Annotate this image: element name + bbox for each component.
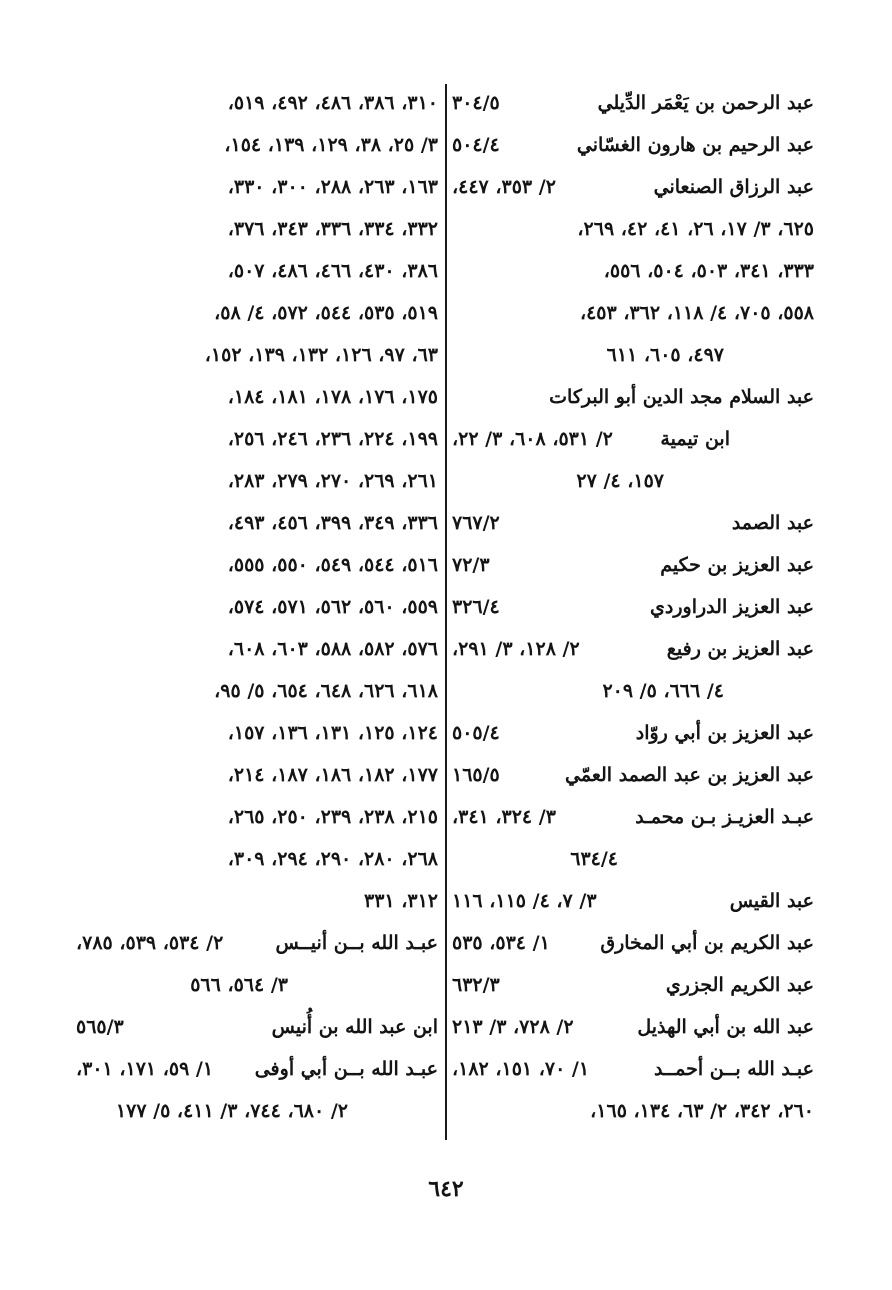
index-entry-continuation	[76, 124, 438, 166]
index-entry	[452, 544, 814, 586]
index-entry-continuation	[76, 586, 438, 628]
index-entry-continuation	[76, 754, 438, 796]
entry-name: عبد العزيز بن أبي روّاد	[635, 722, 814, 744]
index-entry-continuation	[76, 712, 438, 754]
index-entry-continuation	[76, 838, 438, 880]
index-entry-continuation	[452, 292, 814, 334]
entry-refs: ٣٨٦، ٤٣٠، ٤٦٦، ٤٨٦، ٥٠٧،	[227, 260, 438, 282]
entry-name: عبد الله بن أبي الهذيل	[637, 1016, 814, 1038]
index-entry-continuation	[76, 208, 438, 250]
entry-refs: ٣٠٤/٥	[452, 92, 500, 114]
entry-name: عبد الرزاق الصنعاني	[653, 176, 814, 198]
index-entry	[452, 754, 814, 796]
entry-refs: ٣١٢، ٣٣١	[364, 890, 438, 912]
entry-name: عبد العزيز بن حكيم	[660, 554, 814, 576]
index-entry-continuation	[76, 502, 438, 544]
entry-refs: ٢٦٠، ٣٤٢، ٢/ ٦٣، ١٣٤، ١٦٥،	[590, 1100, 814, 1122]
entry-refs: ٣١٠، ٣٨٦، ٤٨٦، ٤٩٢، ٥١٩،	[227, 92, 438, 114]
entry-name: ابن تيمية	[660, 428, 730, 450]
entry-refs: ٢/ ٦٨٠، ٧٤٤، ٣/ ٤١١، ٥/ ١٧٧	[115, 1100, 348, 1122]
index-entry-continuation	[76, 796, 438, 838]
entry-refs: ١٥٧، ٤/ ٢٧	[576, 470, 664, 492]
entry-name: عبـد العزيـز بـن محمـد	[635, 806, 814, 828]
index-entry-continuation	[76, 250, 438, 292]
entry-refs: ١٢٤، ١٢٥، ١٣١، ١٣٦، ١٥٧،	[227, 722, 438, 744]
entry-refs: ٢١٥، ٢٣٨، ٢٣٩، ٢٥٠، ٢٦٥،	[227, 806, 438, 828]
entry-refs: ٥٦٥/٣	[76, 1016, 124, 1038]
entry-refs: ٥٧٦، ٥٨٢، ٥٨٨، ٦٠٣، ٦٠٨،	[227, 638, 438, 660]
index-entry-continuation	[452, 670, 814, 712]
index-entry	[452, 166, 814, 208]
index-entry-continuation	[452, 334, 814, 376]
entry-refs: ٥٥٩، ٥٦٠، ٥٦٢، ٥٧١، ٥٧٤،	[227, 596, 438, 618]
entry-refs: ١/ ٧٠، ١٥١، ١٨٢،	[452, 1058, 590, 1080]
index-entry	[76, 1048, 438, 1090]
entry-name: ابن عبد الله بن أُنيس	[271, 1016, 438, 1038]
entry-refs: ١٦٣، ٢٦٣، ٢٨٨، ٣٠٠، ٣٣٠،	[227, 176, 438, 198]
index-entry	[452, 712, 814, 754]
index-entry	[452, 922, 814, 964]
entry-refs: ١٧٧، ١٨٢، ١٨٦، ١٨٧، ٢١٤،	[227, 764, 438, 786]
entry-refs: ١٧٥، ١٧٦، ١٧٨، ١٨١، ١٨٤،	[227, 386, 438, 408]
index-entry-continuation	[76, 670, 438, 712]
index-entry-continuation	[452, 838, 814, 880]
entry-refs: ١٩٩، ٢٢٤، ٢٣٦، ٢٤٦، ٢٥٦،	[227, 428, 438, 450]
entry-refs: ٥٠٥/٤	[452, 722, 500, 744]
entry-refs: ٦٣، ٩٧، ١٢٦، ١٣٢، ١٣٩، ١٥٢،	[204, 344, 438, 366]
index-entry-continuation	[76, 334, 438, 376]
entry-refs: ٦١٨، ٦٢٦، ٦٤٨، ٦٥٤، ٥/ ٩٥،	[214, 680, 438, 702]
index-entry	[452, 1006, 814, 1048]
index-entry	[452, 880, 814, 922]
entry-refs: ٧٢/٣	[452, 554, 490, 576]
page-number: ٦٤٢	[428, 1176, 464, 1202]
index-entry-continuation	[452, 208, 814, 250]
right-column	[452, 82, 814, 1132]
entry-refs: ٥٥٨، ٧٠٥، ٤/ ١١٨، ٣٦٢، ٤٥٣،	[579, 302, 814, 324]
index-entry	[452, 796, 814, 838]
left-column	[76, 82, 438, 1132]
entry-refs: ٦٢٥، ٣/ ١٧، ٢٦، ٤١، ٤٢، ٢٦٩،	[577, 218, 814, 240]
entry-refs: ٣٣٣، ٣٤١، ٥٠٣، ٥٠٤، ٥٥٦،	[603, 260, 814, 282]
index-entry	[452, 586, 814, 628]
index-entry	[76, 1006, 438, 1048]
entry-refs: ٢/ ٥٣١، ٦٠٨، ٣/ ٢٢،	[452, 428, 613, 450]
index-entry	[452, 628, 814, 670]
index-entry-continuation	[76, 1090, 438, 1132]
column-divider	[445, 84, 447, 1140]
index-entry-continuation	[76, 166, 438, 208]
index-entry	[452, 376, 814, 418]
entry-name: عبد العزيز الدراوردي	[650, 596, 814, 618]
entry-refs: ٢/ ١٢٨، ٣/ ٢٩١،	[452, 638, 580, 660]
entry-refs: ٢٦١، ٢٦٩، ٢٧٠، ٢٧٩، ٢٨٣،	[227, 470, 438, 492]
entry-name: عبد الكريم الجزري	[665, 974, 814, 996]
index-entry-continuation	[76, 376, 438, 418]
entry-name: عبد الرحمن بن يَعْمَر الدِّيلي	[597, 92, 814, 114]
index-entry-continuation	[76, 628, 438, 670]
entry-refs: ٦٣٢/٣	[452, 974, 500, 996]
index-entry-continuation	[452, 460, 814, 502]
entry-refs: ٢/ ٣٥٣، ٤٤٧،	[452, 176, 556, 198]
entry-refs: ٦٣٤/٤	[570, 848, 618, 870]
entry-name: عبـد الله بــن أبي أوفى	[254, 1058, 438, 1080]
entry-refs: ٥١٩، ٥٣٥، ٥٤٤، ٥٧٢، ٤/ ٥٨،	[214, 302, 438, 324]
entry-refs: ١/ ٥٩، ١٧١، ٣٠١،	[76, 1058, 214, 1080]
index-entry	[76, 922, 438, 964]
index-entry-continuation	[76, 544, 438, 586]
entry-name: عبد السلام مجد الدين أبو البركات	[549, 386, 814, 408]
entry-refs: ١/ ٥٣٤، ٥٣٥	[452, 932, 550, 954]
entry-name: عبد القيس	[729, 890, 814, 912]
entry-name: عبـد الله بــن أحمــد	[654, 1058, 814, 1080]
index-entry	[452, 502, 814, 544]
index-entry-continuation	[76, 460, 438, 502]
index-entry-continuation	[452, 250, 814, 292]
entry-refs: ٣٣٦، ٣٤٩، ٣٩٩، ٤٥٦، ٤٩٣،	[227, 512, 438, 534]
entry-refs: ٣٢٦/٤	[452, 596, 500, 618]
entry-refs: ٧٦٧/٢	[452, 512, 500, 534]
entry-name: عبـد الله بــن أنيــس	[275, 932, 438, 954]
entry-refs: ٣/ ٥٦٤، ٥٦٦	[190, 974, 288, 996]
index-entry-continuation	[76, 880, 438, 922]
index-entry	[452, 418, 814, 460]
entry-refs: ٣/ ٣٢٤، ٣٤١،	[452, 806, 556, 828]
entry-refs: ٢/ ٥٣٤، ٥٣٩، ٧٨٥،	[76, 932, 224, 954]
entry-refs: ٣/ ٧، ٤/ ١١٥، ١١٦	[452, 890, 597, 912]
entry-refs: ٢٦٨، ٢٨٠، ٢٩٠، ٢٩٤، ٣٠٩،	[227, 848, 438, 870]
entry-refs: ٢/ ٧٢٨، ٣/ ٢١٣	[452, 1016, 574, 1038]
entry-refs: ٣/ ٢٥، ٣٨، ١٢٩، ١٣٩، ١٥٤،	[224, 134, 438, 156]
entry-refs: ٥٠٤/٤	[452, 134, 500, 156]
index-entry-continuation	[76, 418, 438, 460]
entry-refs: ٥١٦، ٥٤٤، ٥٤٩، ٥٥٠، ٥٥٥،	[227, 554, 438, 576]
index-entry	[452, 82, 814, 124]
entry-refs: ٣٣٢، ٣٣٤، ٣٣٦، ٣٤٣، ٣٧٦،	[227, 218, 438, 240]
index-entry-continuation	[452, 1090, 814, 1132]
index-entry	[452, 1048, 814, 1090]
entry-name: عبد العزيز بن عبد الصمد العمّي	[565, 764, 814, 786]
index-entry	[452, 964, 814, 1006]
index-entry-continuation	[76, 964, 438, 1006]
entry-name: عبد الصمد	[731, 512, 814, 534]
index-entry-continuation	[76, 82, 438, 124]
entry-refs: ٤٩٧، ٦٠٥، ٦١١	[606, 344, 724, 366]
entry-refs: ١٦٥/٥	[452, 764, 500, 786]
entry-name: عبد الكريم بن أبي المخارق	[600, 932, 814, 954]
entry-name: عبد العزيز بن رفيع	[666, 638, 814, 660]
index-entry-continuation	[76, 292, 438, 334]
entry-name: عبد الرحيم بن هارون الغسّاني	[576, 134, 814, 156]
entry-refs: ٤/ ٦٦٦، ٥/ ٢٠٩	[602, 680, 724, 702]
index-entry	[452, 124, 814, 166]
